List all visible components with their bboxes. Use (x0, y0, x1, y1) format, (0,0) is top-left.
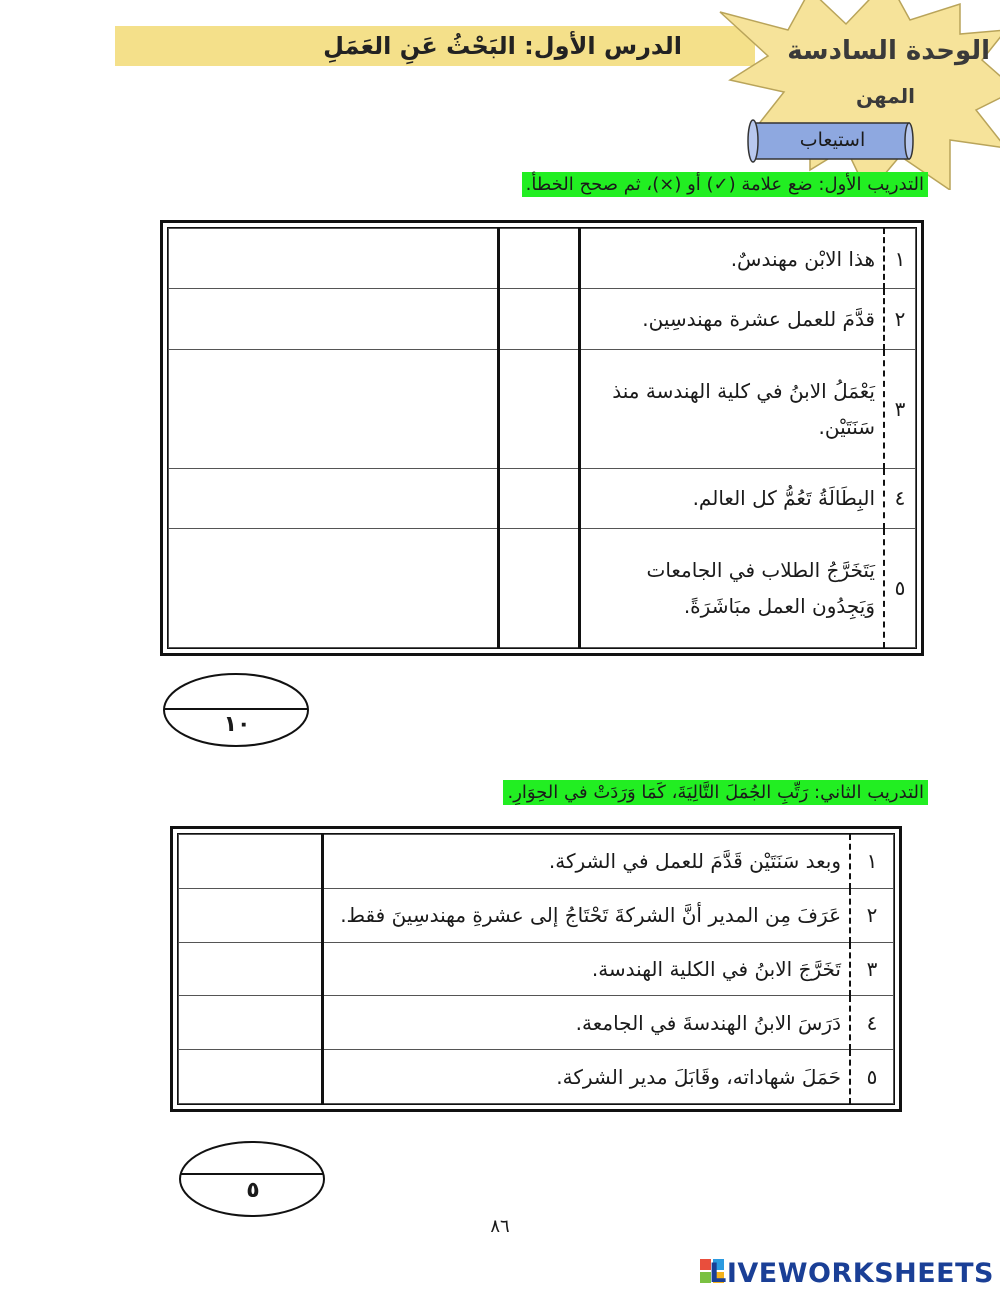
row-number: ٤ (850, 996, 894, 1050)
lesson-title: الدرس الأول: البَحْثُ عَنِ العَمَلِ (323, 32, 682, 60)
table-row (169, 468, 916, 528)
table-row (179, 888, 894, 942)
statement: حَمَلَ شهاداته، وقَابَلَ مدير الشركة. (323, 1050, 851, 1104)
table-row (169, 349, 916, 468)
score-value: ٥ (246, 1178, 260, 1203)
exercise1-title: التدريب الأول: ضع علامة (✓) أو (×)، ثم صحح الخطأ. (522, 172, 928, 197)
statement: هذا الابْن مهندسٌ. (580, 229, 885, 289)
correction-cell[interactable] (169, 349, 499, 468)
row-number: ٣ (850, 942, 894, 996)
correction-cell[interactable] (169, 289, 499, 349)
score-value: ١٠ (223, 712, 251, 737)
table-row (169, 229, 916, 289)
statement: دَرَسَ الابنُ الهندسةَ في الجامعة. (323, 996, 851, 1050)
statement: البِطَالَةُ تَعُمُّ كل العالم. (580, 468, 885, 528)
statement: يَعْمَلُ الابنُ في كلية الهندسة منذ سَنَتَيْن. (580, 349, 885, 468)
row-number: ٢ (850, 888, 894, 942)
exercise2-table (170, 826, 902, 1112)
table-row (169, 528, 916, 647)
exercise1-table (160, 220, 924, 656)
table-row (179, 996, 894, 1050)
mark-cell[interactable] (499, 349, 580, 468)
row-number: ٥ (850, 1050, 894, 1104)
order-answer-cell[interactable] (179, 835, 323, 889)
mark-cell[interactable] (499, 528, 580, 647)
section-label: استيعاب (799, 129, 866, 151)
order-answer-cell[interactable] (179, 996, 323, 1050)
row-number: ١ (884, 229, 916, 289)
statement: وبعد سَنَتَيْن قَدَّمَ للعمل في الشركة. (323, 835, 851, 889)
statement: يَتَخَرَّجُ الطلاب في الجامعات وَيَجِدُون العمل مبَاشَرَةً. (580, 528, 885, 647)
statement: عَرَفَ مِن المدير أنَّ الشركةَ تَحْتَاجُ إلى عشرةِ مهندسِينَ فقط. (323, 888, 851, 942)
unit-subtitle: المهن (856, 84, 915, 108)
order-answer-cell[interactable] (179, 942, 323, 996)
correction-cell[interactable] (169, 229, 499, 289)
correction-cell[interactable] (169, 528, 499, 647)
row-number: ٥ (884, 528, 916, 647)
statement: قدَّمَ للعمل عشرة مهندسِين. (580, 289, 885, 349)
statement: تَخَرَّجَ الابنُ في الكلية الهندسة. (323, 942, 851, 996)
row-number: ٣ (884, 349, 916, 468)
correction-cell[interactable] (169, 468, 499, 528)
mark-cell[interactable] (499, 229, 580, 289)
table-row (179, 1050, 894, 1104)
exercise2-score (178, 1140, 328, 1218)
mark-cell[interactable] (499, 468, 580, 528)
exercise1-score (162, 672, 312, 748)
order-answer-cell[interactable] (179, 1050, 323, 1104)
mark-cell[interactable] (499, 289, 580, 349)
table-row (169, 289, 916, 349)
table-row (179, 942, 894, 996)
page-number: ٨٦ (490, 1216, 510, 1237)
brand-name: LIVEWORKSHEETS (709, 1258, 994, 1289)
exercise2-title: التدريب الثاني: رَتِّبِ الجُمَلَ التَّالِيَةَ، كَمَا وَرَدَتْ في الحِوَارِ. (503, 780, 928, 805)
table-row (179, 835, 894, 889)
row-number: ١ (850, 835, 894, 889)
row-number: ٢ (884, 289, 916, 349)
order-answer-cell[interactable] (179, 888, 323, 942)
row-number: ٤ (884, 468, 916, 528)
unit-title: الوحدة السادسة (787, 36, 990, 66)
